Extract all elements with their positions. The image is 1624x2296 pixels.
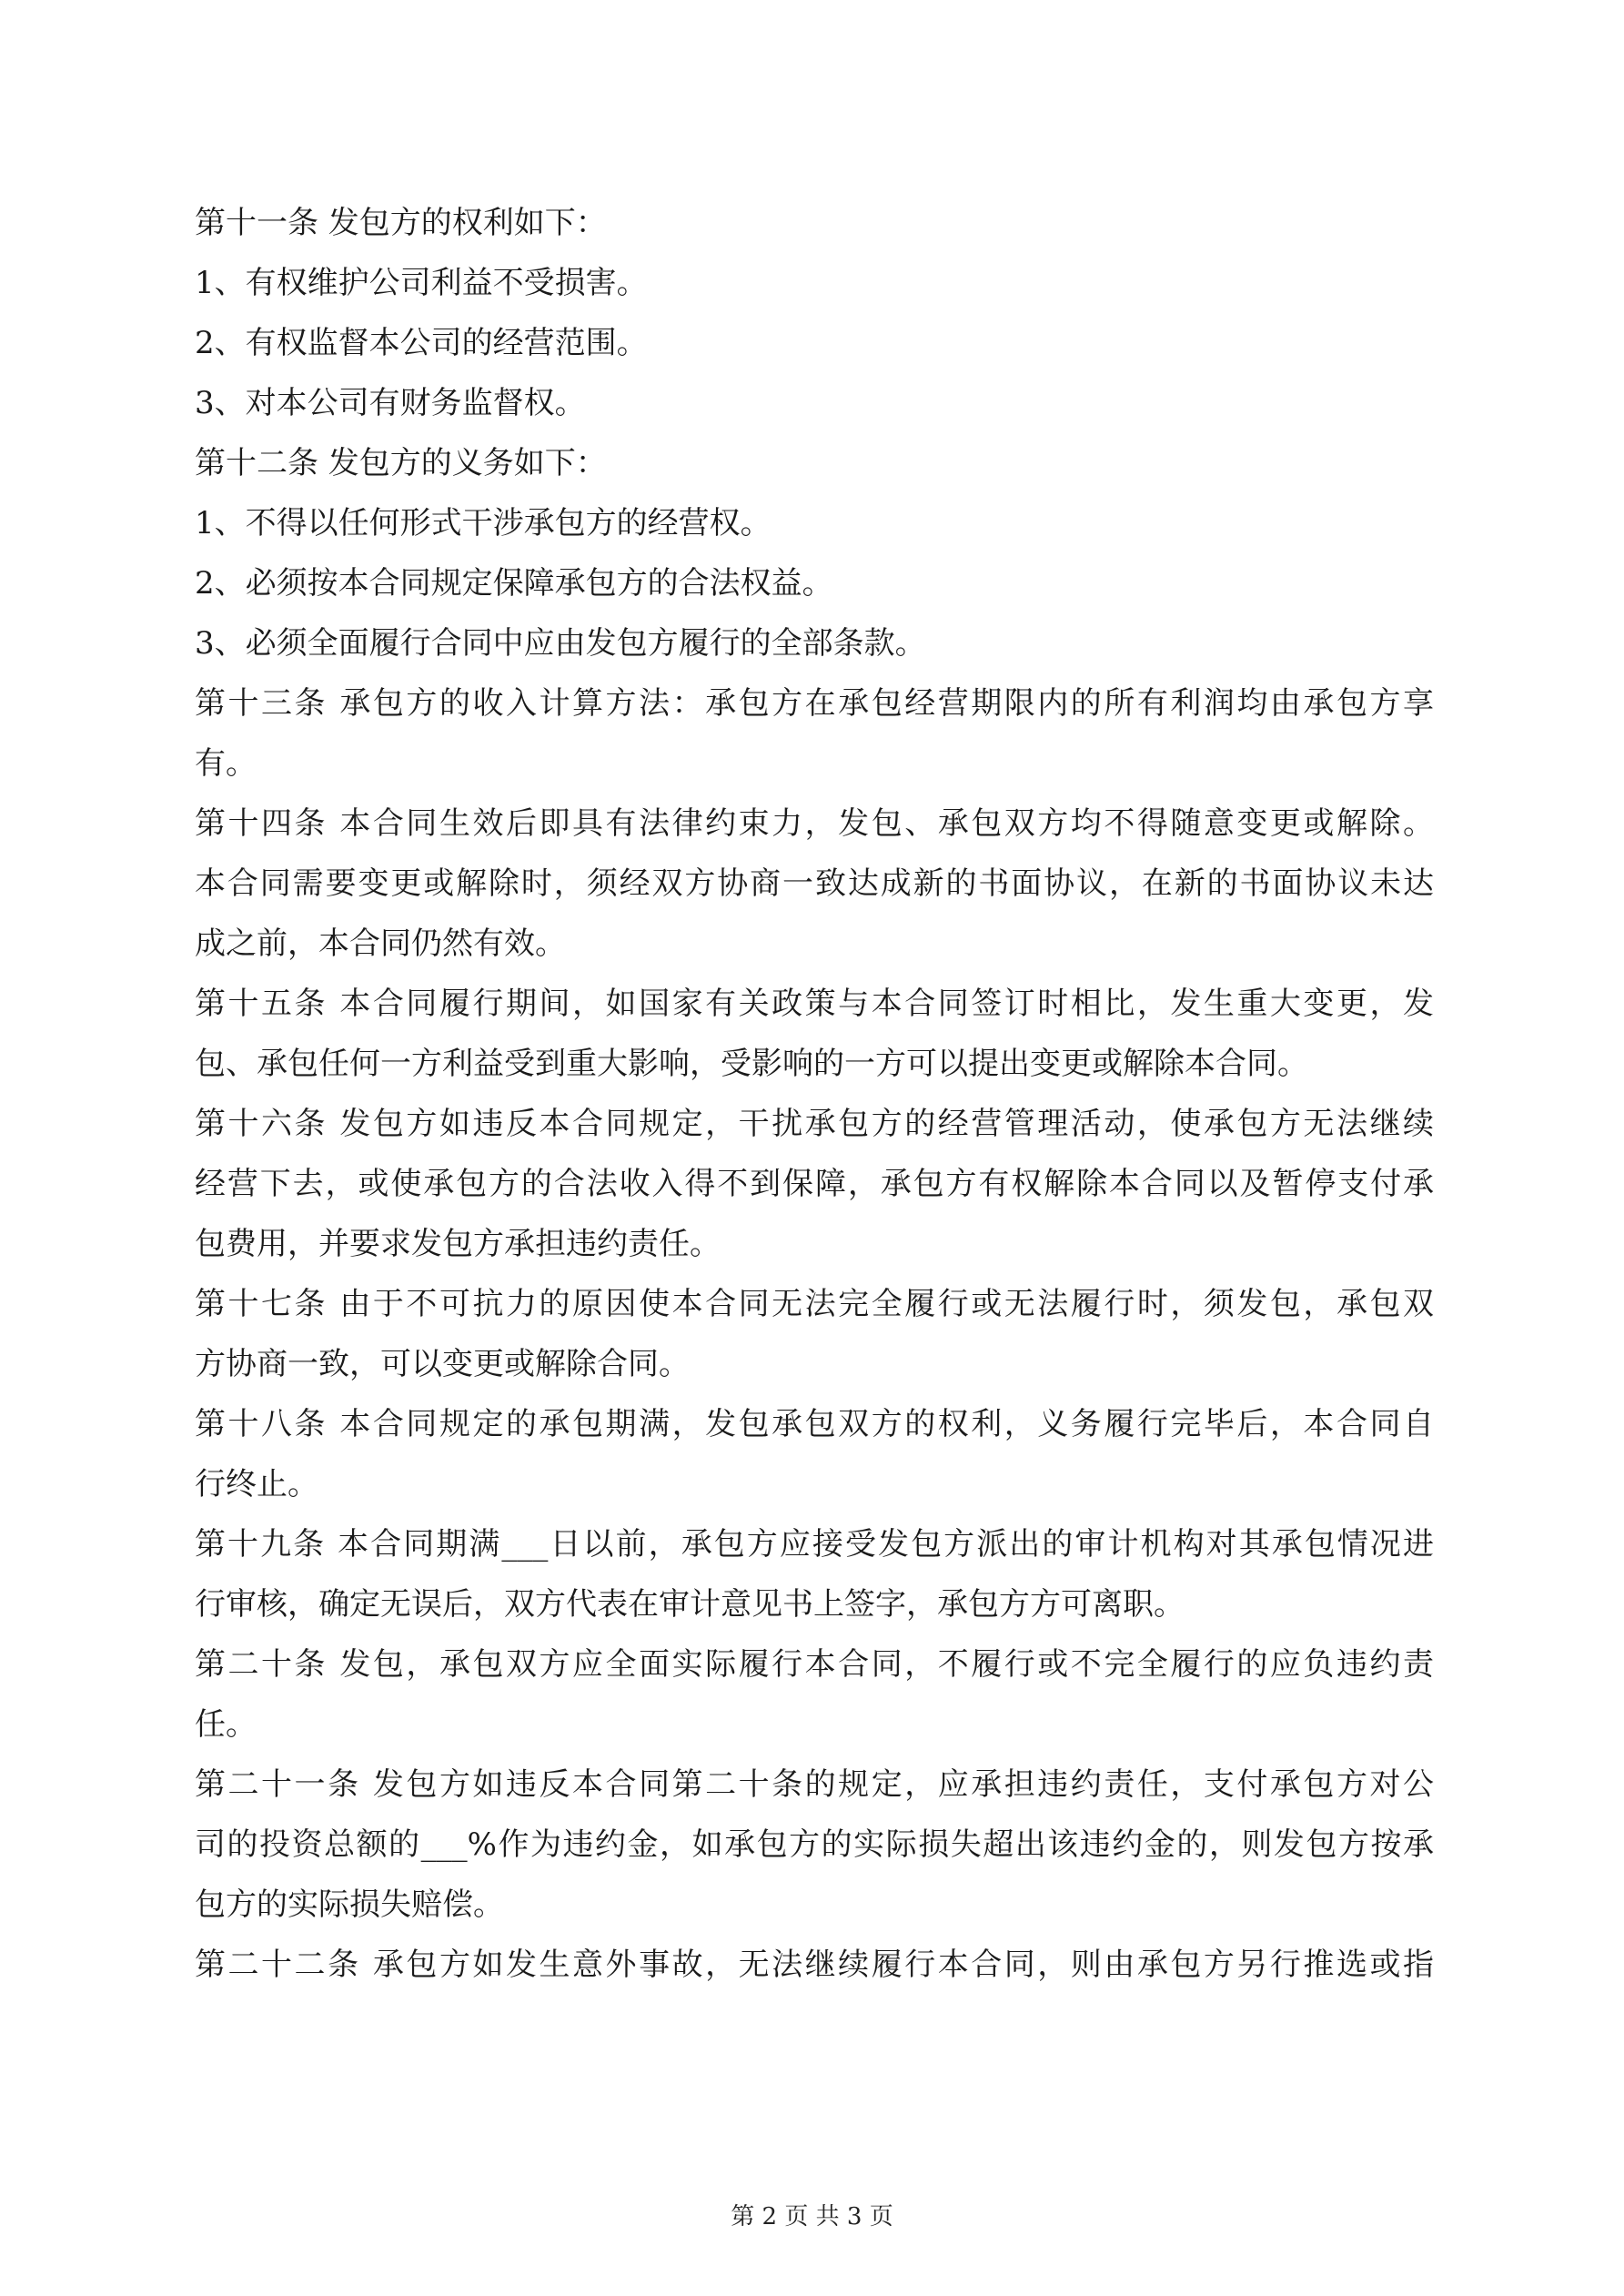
text-line: 任。 <box>195 1706 257 1743</box>
document-body <box>195 193 1434 1995</box>
text-line: 第十二条 发包方的义务如下： <box>195 445 607 481</box>
text-line: 第十六条 发包方如违反本合同规定，干扰承包方的经营管理活动，使承包方无法继续 <box>195 1106 1434 1142</box>
text-line: 方协商一致，可以变更或解除合同。 <box>195 1346 690 1382</box>
text-line: 成之前，本合同仍然有效。 <box>195 925 566 962</box>
text-line: 第十三条 承包方的收入计算方法：承包方在承包经营期限内的所有利润均由承包方享 <box>195 685 1434 722</box>
text-line: 第十五条 本合同履行期间，如国家有关政策与本合同签订时相比，发生重大变更，发 <box>195 986 1434 1022</box>
text-line: 本合同需要变更或解除时，须经双方协商一致达成新的书面协议，在新的书面协议未达 <box>195 865 1434 902</box>
text-line: 司的投资总额的___%作为违约金，如承包方的实际损失超出该违约金的，则发包方按承 <box>195 1826 1434 1863</box>
text-line: 第二十二条 承包方如发生意外事故，无法继续履行本合同，则由承包方另行推选或指 <box>195 1947 1434 1983</box>
text-line: 第十九条 本合同期满___日以前，承包方应接受发包方派出的审计机构对其承包情况进 <box>195 1526 1434 1563</box>
text-line: 1、有权维护公司利益不受损害。 <box>195 265 648 301</box>
text-line: 包费用，并要求发包方承担违约责任。 <box>195 1226 721 1262</box>
page-number-footer: 第 2 页 共 3 页 <box>731 2203 893 2230</box>
text-line: 2、必须按本合同规定保障承包方的合法权益。 <box>195 565 833 602</box>
text-line: 第二十条 发包，承包双方应全面实际履行本合同，不履行或不完全履行的应负违约责 <box>195 1646 1434 1683</box>
text-line: 第十一条 发包方的权利如下： <box>195 205 607 241</box>
text-line: 2、有权监督本公司的经营范围。 <box>195 325 648 361</box>
text-line: 第十四条 本合同生效后即具有法律约束力，发包、承包双方均不得随意变更或解除。 <box>195 805 1434 842</box>
text-line: 包方的实际损失赔偿。 <box>195 1886 504 1923</box>
text-line: 包、承包任何一方利益受到重大影响，受影响的一方可以提出变更或解除本合同。 <box>195 1046 1308 1082</box>
text-line: 第二十一条 发包方如违反本合同第二十条的规定，应承担违约责任，支付承包方对公 <box>195 1766 1434 1803</box>
text-line: 3、对本公司有财务监督权。 <box>195 385 586 421</box>
text-line: 行审核，确定无误后，双方代表在审计意见书上签字，承包方方可离职。 <box>195 1586 1185 1623</box>
text-line: 经营下去，或使承包方的合法收入得不到保障，承包方有权解除本合同以及暂停支付承 <box>195 1166 1434 1202</box>
text-line: 第十八条 本合同规定的承包期满，发包承包双方的权利，义务履行完毕后，本合同自 <box>195 1406 1434 1442</box>
text-line: 3、必须全面履行合同中应由发包方履行的全部条款。 <box>195 625 926 662</box>
text-line: 有。 <box>195 745 257 782</box>
text-line: 1、不得以任何形式干涉承包方的经营权。 <box>195 505 772 541</box>
text-line: 第十七条 由于不可抗力的原因使本合同无法完全履行或无法履行时，须发包，承包双 <box>195 1286 1434 1322</box>
text-line: 行终止。 <box>195 1466 318 1502</box>
